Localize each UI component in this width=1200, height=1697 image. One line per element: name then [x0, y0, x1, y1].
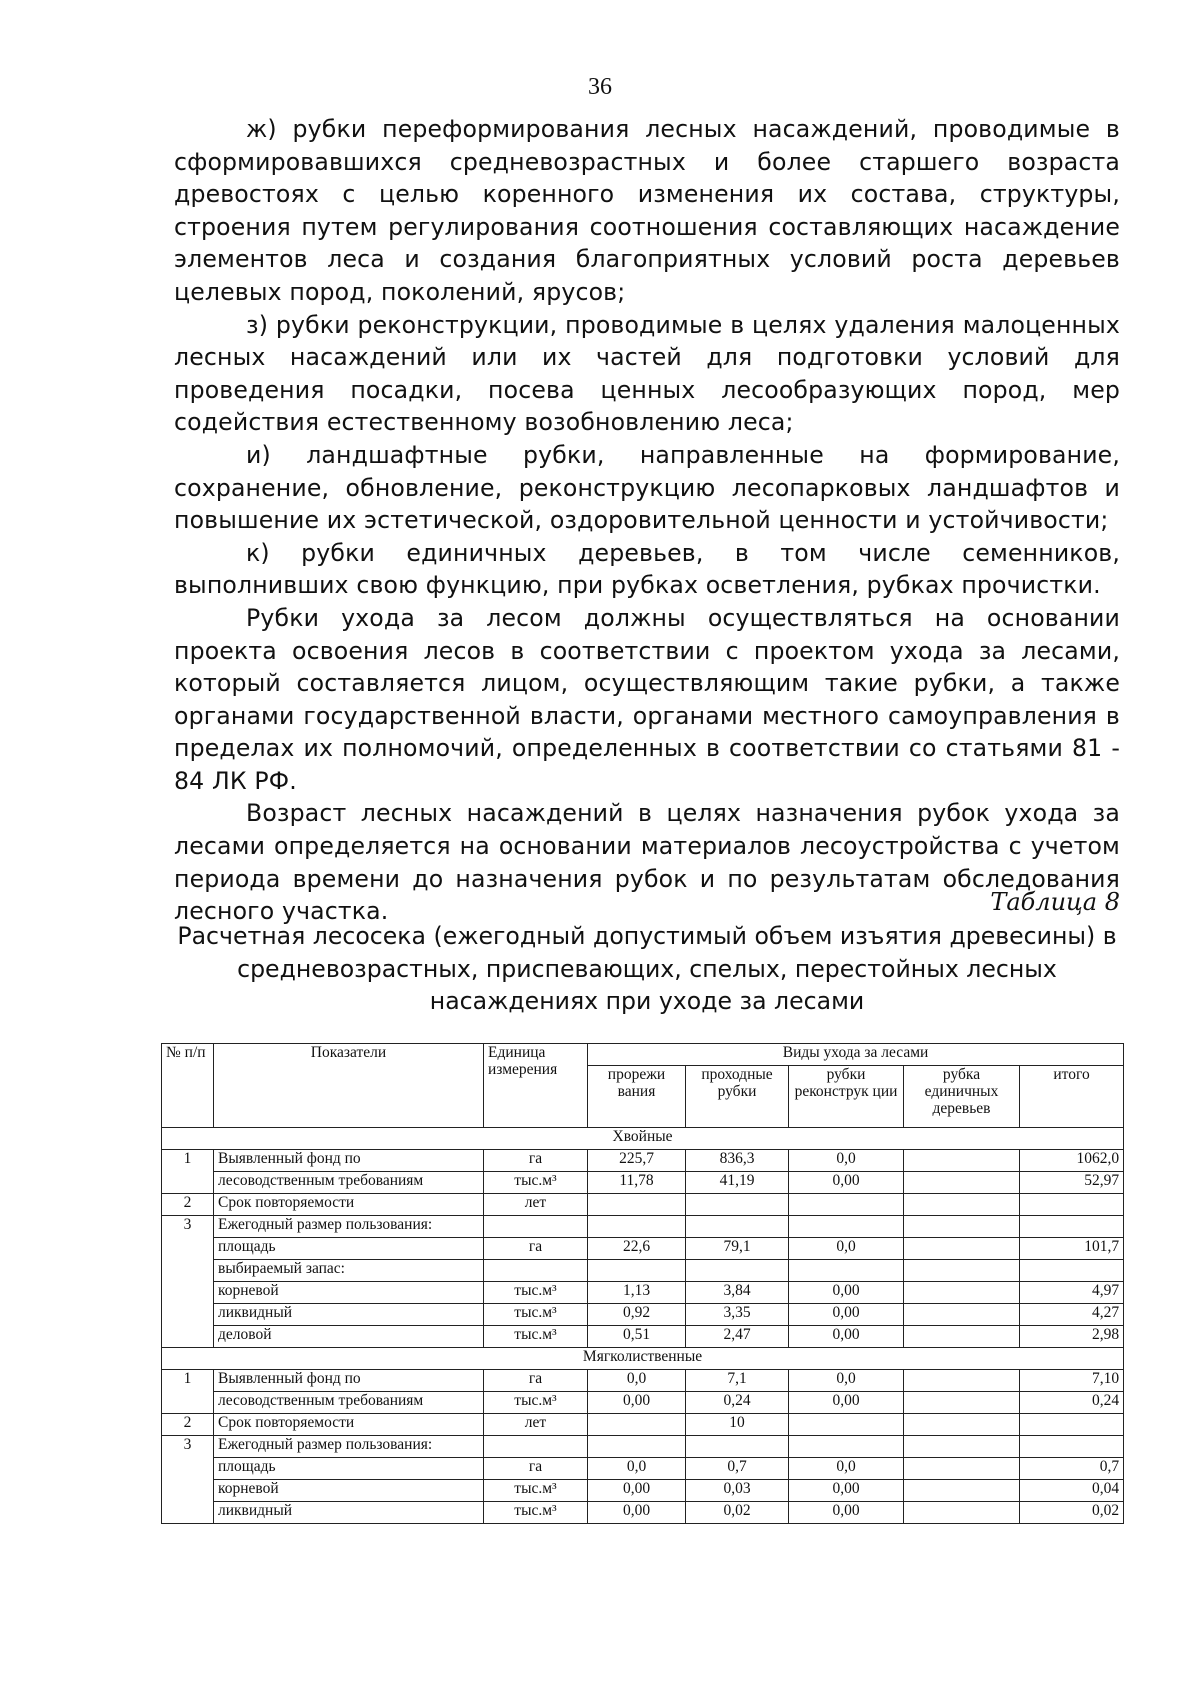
- row-unit: га: [484, 1458, 588, 1480]
- table-label: Таблица 8: [990, 888, 1120, 916]
- row-unit: га: [484, 1238, 588, 1260]
- table-row: [162, 1304, 1124, 1326]
- row-value: [904, 1326, 1020, 1348]
- row-value: 11,78: [588, 1172, 686, 1194]
- row-unit: тыс.м³: [484, 1304, 588, 1326]
- row-value: 0,00: [588, 1392, 686, 1414]
- row-unit: га: [484, 1150, 588, 1172]
- table-row: [162, 1194, 1124, 1216]
- row-number: [162, 1458, 214, 1480]
- row-label: Срок повторяемости: [214, 1414, 484, 1436]
- row-value: 22,6: [588, 1238, 686, 1260]
- table-row: [162, 1436, 1124, 1458]
- row-value: 0,02: [1020, 1502, 1124, 1524]
- row-value: 4,97: [1020, 1282, 1124, 1304]
- row-value: 79,1: [686, 1238, 789, 1260]
- header-col-single-trees: рубка единичных деревьев: [904, 1066, 1020, 1128]
- row-value: 3,84: [686, 1282, 789, 1304]
- row-number: 1: [162, 1370, 214, 1392]
- row-label: площадь: [214, 1238, 484, 1260]
- row-number: [162, 1326, 214, 1348]
- row-value: 0,00: [789, 1392, 904, 1414]
- row-value: 41,19: [686, 1172, 789, 1194]
- table-row: [162, 1370, 1124, 1392]
- row-value: [789, 1194, 904, 1216]
- row-value: 0,00: [789, 1502, 904, 1524]
- row-number: 2: [162, 1414, 214, 1436]
- row-label: Ежегодный размер пользования:: [214, 1216, 484, 1238]
- row-value: 0,51: [588, 1326, 686, 1348]
- row-value: [904, 1260, 1020, 1282]
- row-value: [789, 1414, 904, 1436]
- paragraph-zh: ж) рубки переформирования лесных насаждений, проводимые в сформировавшихся средневозрастных и более старшего возраста древостоях с целью коренного изменения их состава, структуры, строения путем регулирования соотношения составляющих насаждение элементов леса и создания благоприятных условий роста деревьев целевых пород, поколений, ярусов;: [174, 115, 1120, 306]
- row-value: [588, 1216, 686, 1238]
- header-group: Виды ухода за лесами: [588, 1044, 1124, 1066]
- row-unit: тыс.м³: [484, 1502, 588, 1524]
- row-value: 0,00: [789, 1282, 904, 1304]
- row-number: 3: [162, 1436, 214, 1458]
- row-value: 10: [686, 1414, 789, 1436]
- row-number: [162, 1392, 214, 1414]
- row-value: [904, 1480, 1020, 1502]
- row-label: площадь: [214, 1458, 484, 1480]
- paragraph-age: Возраст лесных насаждений в целях назначения рубок ухода за лесами определяется на основании материалов лесоустройства с учетом периода времени до назначения рубок и по результатам обследования лесного участка.: [174, 799, 1120, 926]
- row-value: 0,03: [686, 1480, 789, 1502]
- header-num: № п/п: [162, 1044, 214, 1128]
- page-number: 36: [588, 74, 612, 100]
- row-unit: тыс.м³: [484, 1392, 588, 1414]
- paragraph-i: и) ландшафтные рубки, направленные на формирование, сохранение, обновление, реконструкцию лесопарковых ландшафтов и повышение их эстетической, оздоровительной ценности и устойчивости;: [174, 440, 1120, 535]
- header-col-thinning: прорежи вания: [588, 1066, 686, 1128]
- row-unit: тыс.м³: [484, 1282, 588, 1304]
- forest-care-table: [161, 1043, 1124, 1524]
- row-value: 101,7: [1020, 1238, 1124, 1260]
- row-label: корневой: [214, 1282, 484, 1304]
- row-value: 225,7: [588, 1150, 686, 1172]
- row-label: деловой: [214, 1326, 484, 1348]
- row-unit: лет: [484, 1194, 588, 1216]
- row-number: [162, 1172, 214, 1194]
- row-unit: тыс.м³: [484, 1172, 588, 1194]
- row-value: 0,00: [789, 1172, 904, 1194]
- row-number: [162, 1304, 214, 1326]
- row-value: 0,00: [588, 1502, 686, 1524]
- row-value: 0,00: [789, 1326, 904, 1348]
- row-value: 7,10: [1020, 1370, 1124, 1392]
- table-row: [162, 1282, 1124, 1304]
- row-value: [904, 1150, 1020, 1172]
- row-value: 0,7: [686, 1458, 789, 1480]
- row-value: 0,24: [1020, 1392, 1124, 1414]
- row-value: 0,00: [588, 1480, 686, 1502]
- header-col-reconstruction: рубки реконструк ции: [789, 1066, 904, 1128]
- paragraph-basis: Рубки ухода за лесом должны осуществляться на основании проекта освоения лесов в соответствии с проектом ухода за лесами, который составляется лицом, осуществляющим такие рубки, а также органами государственной власти, органами местного самоуправления в пределах их полномочий, определенных в соответствии со статьями 81 - 84 ЛК РФ.: [174, 603, 1120, 795]
- row-value: 0,7: [1020, 1458, 1124, 1480]
- table-row: [162, 1172, 1124, 1194]
- row-value: [904, 1238, 1020, 1260]
- row-label: корневой: [214, 1480, 484, 1502]
- row-number: 1: [162, 1150, 214, 1172]
- row-label: выбираемый запас:: [214, 1260, 484, 1282]
- header-indicator: Показатели: [214, 1044, 484, 1128]
- row-number: [162, 1238, 214, 1260]
- row-value: [904, 1282, 1020, 1304]
- table-row: [162, 1392, 1124, 1414]
- row-unit: [484, 1436, 588, 1458]
- row-value: 0,0: [588, 1370, 686, 1392]
- table-row: [162, 1326, 1124, 1348]
- table-row: [162, 1260, 1124, 1282]
- row-value: [904, 1216, 1020, 1238]
- row-value: [1020, 1414, 1124, 1436]
- row-unit: [484, 1260, 588, 1282]
- row-value: [588, 1260, 686, 1282]
- table-row: [162, 1480, 1124, 1502]
- row-value: [686, 1216, 789, 1238]
- row-number: 2: [162, 1194, 214, 1216]
- row-value: [904, 1436, 1020, 1458]
- row-value: 0,00: [789, 1480, 904, 1502]
- row-value: [1020, 1194, 1124, 1216]
- row-label: Ежегодный размер пользования:: [214, 1436, 484, 1458]
- row-unit: тыс.м³: [484, 1480, 588, 1502]
- section-header: Хвойные: [162, 1128, 1124, 1150]
- row-value: 3,35: [686, 1304, 789, 1326]
- row-unit: га: [484, 1370, 588, 1392]
- row-value: [789, 1260, 904, 1282]
- row-value: [1020, 1260, 1124, 1282]
- table-row: [162, 1414, 1124, 1436]
- row-label: ликвидный: [214, 1304, 484, 1326]
- row-value: 2,47: [686, 1326, 789, 1348]
- row-value: [588, 1436, 686, 1458]
- row-value: [686, 1194, 789, 1216]
- row-value: [904, 1172, 1020, 1194]
- row-value: 0,0: [588, 1458, 686, 1480]
- row-label: Срок повторяемости: [214, 1194, 484, 1216]
- row-value: [789, 1436, 904, 1458]
- row-value: 836,3: [686, 1150, 789, 1172]
- header-unit: Единица измерения: [484, 1044, 588, 1128]
- row-value: 0,0: [789, 1150, 904, 1172]
- row-value: [904, 1392, 1020, 1414]
- row-value: 0,04: [1020, 1480, 1124, 1502]
- row-unit: лет: [484, 1414, 588, 1436]
- row-number: [162, 1502, 214, 1524]
- row-value: 0,24: [686, 1392, 789, 1414]
- row-label: Выявленный фонд по: [214, 1370, 484, 1392]
- row-unit: тыс.м³: [484, 1326, 588, 1348]
- row-value: 0,00: [789, 1304, 904, 1326]
- paragraph-z: з) рубки реконструкции, проводимые в целях удаления малоценных лесных насаждений или их частей для подготовки условий для проведения посадки, посева ценных лесообразующих пород, мер содействия естественному возобновлению леса;: [174, 310, 1120, 437]
- row-value: [904, 1370, 1020, 1392]
- row-label: ликвидный: [214, 1502, 484, 1524]
- row-value: [904, 1194, 1020, 1216]
- row-value: 0,0: [789, 1370, 904, 1392]
- row-value: 2,98: [1020, 1326, 1124, 1348]
- row-value: [904, 1458, 1020, 1480]
- table-title: Расчетная лесосека (ежегодный допустимый объем изъятия древесины) в средневозрастных, приспевающих, спелых, перестойных лесных насаждениях при уходе за лесами: [177, 922, 1117, 1016]
- row-value: 52,97: [1020, 1172, 1124, 1194]
- row-number: [162, 1480, 214, 1502]
- row-number: [162, 1282, 214, 1304]
- row-value: [588, 1194, 686, 1216]
- table-row: [162, 1216, 1124, 1238]
- row-label: Выявленный фонд по: [214, 1150, 484, 1172]
- row-value: [789, 1216, 904, 1238]
- row-value: [904, 1502, 1020, 1524]
- row-value: [686, 1260, 789, 1282]
- row-value: [1020, 1216, 1124, 1238]
- row-value: [588, 1414, 686, 1436]
- row-label: лесоводственным требованиям: [214, 1392, 484, 1414]
- table-row: [162, 1150, 1124, 1172]
- header-col-passage: проходные рубки: [686, 1066, 789, 1128]
- row-value: 1062,0: [1020, 1150, 1124, 1172]
- table-row: [162, 1238, 1124, 1260]
- row-number: 3: [162, 1216, 214, 1238]
- row-value: [1020, 1436, 1124, 1458]
- row-value: 0,92: [588, 1304, 686, 1326]
- row-value: [904, 1414, 1020, 1436]
- row-value: 4,27: [1020, 1304, 1124, 1326]
- header-col-total: итого: [1020, 1066, 1124, 1128]
- row-value: 0,02: [686, 1502, 789, 1524]
- row-value: 0,0: [789, 1238, 904, 1260]
- row-number: [162, 1260, 214, 1282]
- section-header: Мягколиственные: [162, 1348, 1124, 1370]
- paragraph-k: к) рубки единичных деревьев, в том числе семенников, выполнивших свою функцию, при рубках осветления, рубках прочистки.: [174, 538, 1120, 600]
- table-row: [162, 1502, 1124, 1524]
- row-value: [686, 1436, 789, 1458]
- row-value: [904, 1304, 1020, 1326]
- row-value: 7,1: [686, 1370, 789, 1392]
- row-value: 0,0: [789, 1458, 904, 1480]
- row-label: лесоводственным требованиям: [214, 1172, 484, 1194]
- table-row: [162, 1458, 1124, 1480]
- row-unit: [484, 1216, 588, 1238]
- row-value: 1,13: [588, 1282, 686, 1304]
- body-text: [174, 113, 1120, 928]
